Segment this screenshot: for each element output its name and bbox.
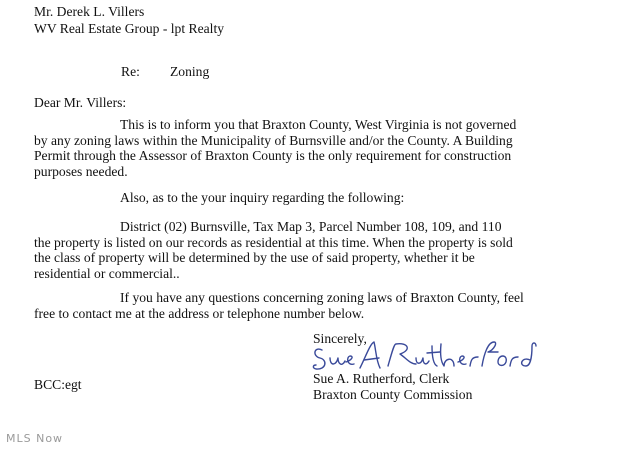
paragraph-line: by any zoning laws within the Municipality of Burnsville and/or the County. A Building <box>34 132 513 148</box>
paragraph-zoning-notice <box>34 117 596 179</box>
paragraph-contact <box>34 290 596 321</box>
paragraph-line: the class of property will be determined by the use of said property, whether it be <box>34 250 475 266</box>
subject-label: Re: <box>121 64 140 79</box>
signer-name-title: Sue A. Rutherford, Clerk <box>313 371 450 386</box>
paragraph-line: This is to inform you that Braxton County, West Virginia is not governed <box>120 117 517 132</box>
paragraph-line: purposes needed. <box>34 163 128 179</box>
mls-watermark: MLS Now <box>6 432 64 445</box>
paragraph-line: Permit through the Assessor of Braxton County is the only requirement for construction <box>34 148 512 164</box>
recipient-name: Mr. Derek L. Villers <box>34 4 145 19</box>
paragraph-line: residential or commercial.. <box>34 265 180 281</box>
paragraph-line: District (02) Burnsville, Tax Map 3, Parcel Number 108, 109, and 110 <box>120 219 502 234</box>
subject-value: Zoning <box>170 64 210 79</box>
salutation: Dear Mr. Villers: <box>34 95 127 110</box>
bcc-line: BCC:egt <box>34 377 82 392</box>
paragraph-inquiry-intro: Also, as to the your inquiry regarding the following: <box>120 190 405 205</box>
paragraph-line: free to contact me at the address or telephone number below. <box>34 305 365 321</box>
paragraph-line: If you have any questions concerning zoning laws of Braxton County, feel <box>120 290 524 305</box>
recipient-organization: WV Real Estate Group - lpt Realty <box>34 21 225 36</box>
valediction: Sincerely, <box>313 331 367 346</box>
paragraph-property-details <box>34 219 596 281</box>
paragraph-line: the property is listed on our records as residential at this time. When the property is sold <box>34 234 513 250</box>
signer-organization: Braxton County Commission <box>313 387 473 402</box>
